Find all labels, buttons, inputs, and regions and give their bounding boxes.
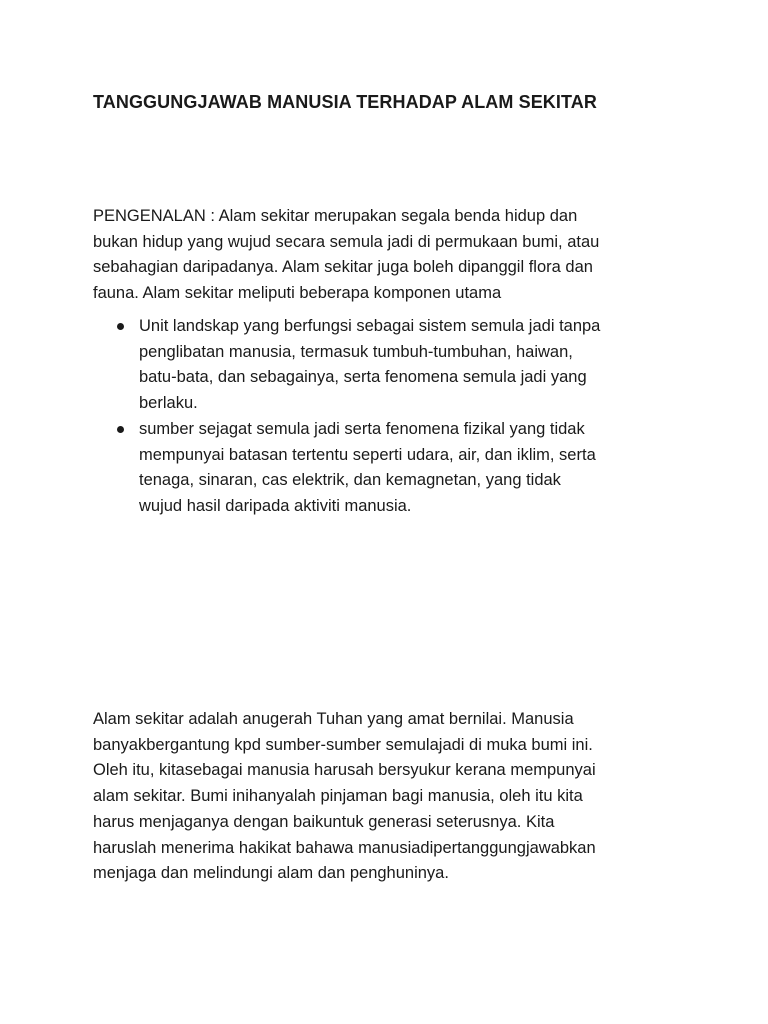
component-bullet-list (93, 314, 713, 520)
bullet-item-resources (93, 417, 713, 520)
closing-line: menjaga dan melindungi alam dan penghuninya. (93, 864, 449, 883)
bullet-line: Unit landskap yang berfungsi sebagai sistem semula jadi tanpa (139, 317, 601, 335)
bullet-line: mempunyai batasan tertentu seperti udara, air, dan iklim, serta (139, 445, 596, 464)
bullet-line: sumber sejagat semula jadi serta fenomena fizikal yang tidak (139, 419, 585, 438)
bullet-line: batu-bata, dan sebagainya, serta fenomena semula jadi yang (139, 368, 587, 387)
intro-line: sebahagian daripadanya. Alam sekitar juga boleh dipanggil flora dan (93, 258, 593, 277)
bullet-item-landscape (93, 314, 713, 417)
bullet-line: tenaga, sinaran, cas elektrik, dan kemagnetan, yang tidak (139, 471, 561, 490)
bullet-line: berlaku. (139, 394, 198, 413)
intro-paragraph (93, 204, 713, 307)
closing-line: banyakbergantung kpd sumber-sumber semulajadi di muka bumi ini. (93, 735, 593, 754)
closing-line: Alam sekitar adalah anugerah Tuhan yang amat bernilai. Manusia (93, 710, 574, 728)
closing-paragraph (93, 707, 713, 887)
bullet-dot-icon (117, 323, 124, 330)
document-title: TANGGUNGJAWAB MANUSIA TERHADAP ALAM SEKITAR (93, 92, 597, 112)
closing-line: harus menjaganya dengan baikuntuk generasi seterusnya. Kita (93, 812, 555, 831)
bullet-dot-icon (117, 426, 124, 433)
intro-line: bukan hidup yang wujud secara semula jadi di permukaan bumi, atau (93, 232, 600, 251)
bullet-line: penglibatan manusia, termasuk tumbuh-tumbuhan, haiwan, (139, 342, 573, 361)
intro-line: fauna. Alam sekitar meliputi beberapa komponen utama (93, 284, 502, 303)
bullet-line: wujud hasil daripada aktiviti manusia. (139, 496, 412, 515)
intro-line: PENGENALAN : Alam sekitar merupakan segala benda hidup dan (93, 207, 578, 225)
closing-line: alam sekitar. Bumi inihanyalah pinjaman bagi manusia, oleh itu kita (93, 787, 583, 806)
closing-line: haruslah menerima hakikat bahawa manusiadipertanggungjawabkan (93, 838, 596, 857)
closing-line: Oleh itu, kitasebagai manusia harusah bersyukur kerana mempunyai (93, 761, 596, 780)
